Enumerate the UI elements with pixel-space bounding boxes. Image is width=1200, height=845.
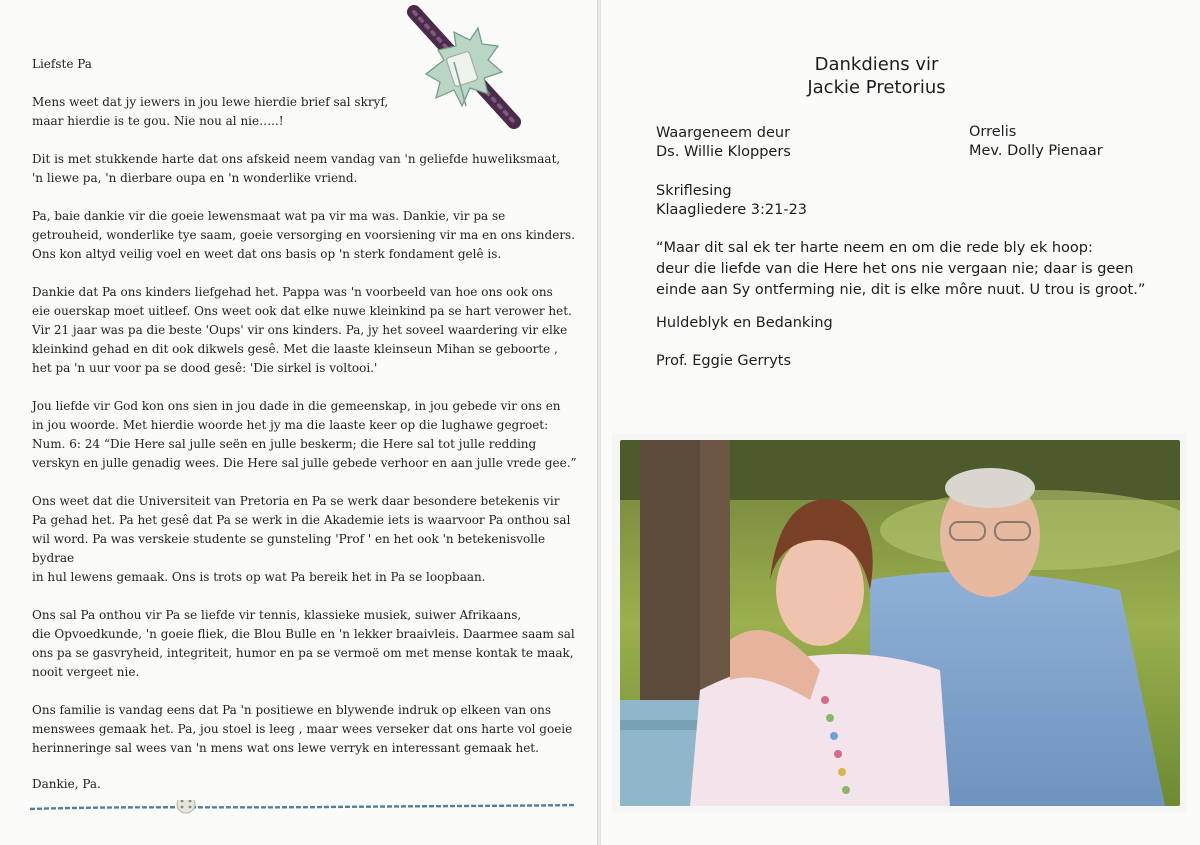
quote-line: einde aan Sy ontferming nie, dit is elke môre nuut. U trou is groot.” — [656, 282, 1146, 298]
letter-body — [32, 55, 577, 777]
letter-paragraph: Ons sal Pa onthou vir Pa se liefde vir tennis, klassieke musiek, suiwer Afrikaans, die Opvoedkunde, 'n goeie fliek, die Blou Bulle en 'n lekker braaivleis. Daarmee saam sal ons pa se gasvryheid, integriteit, humor en pa se vermoë om met mense kontak te maak, nooit vergeet nie. — [32, 608, 575, 679]
reading-label: Skriflesing — [656, 183, 732, 199]
couple-photo — [620, 440, 1180, 806]
letter-paragraph: Pa, baie dankie vir die goeie lewensmaat wat pa vir ma was. Dankie, vir pa se getrouheid, wonderlike tye saam, goeie versorging en voorsiening vir ma en ons kinders. Ons kon altyd veilig voel en weet dat ons basis op 'n sterk fondament gelê is. — [32, 209, 576, 261]
quote-line: “Maar dit sal ek ter harte neem en om die rede bly ek hoop: — [656, 240, 1093, 256]
program-title-line2: Jackie Pretorius — [807, 77, 946, 98]
tribute-label: Huldeblyk en Bedanking — [656, 315, 833, 331]
reading-reference: Klaagliedere 3:21-23 — [656, 202, 808, 218]
letter-paragraph: Dit is met stukkende harte dat ons afskeid neem vandag van 'n geliefde huweliksmaat, 'n liewe pa, 'n dierbare oupa en 'n wonderlike vriend. — [32, 152, 561, 185]
officiant-name: Ds. Willie Kloppers — [656, 144, 791, 160]
letter-closing: Dankie, Pa. — [32, 777, 101, 791]
letter-paragraph: Ons weet dat die Universiteit van Pretoria en Pa se werk daar besondere betekenis vir Pa gehad het. Pa het gesê dat Pa se werk in die Akademie iets is waarvoor Pa onthou sal wil word. Pa was verskeie studente se gunsteling 'Prof ' en het ook 'n betekenisvolle bydrae in hul lewens gemaak. Ons is trots op wat Pa bereik het in Pa se loopbaan. — [32, 494, 571, 584]
tribute-name: Prof. Eggie Gerryts — [656, 353, 792, 369]
letter-paragraph: Jou liefde vir God kon ons sien in jou dade in die gemeenskap, in jou gebede vir ons en in jou woorde. Met hierdie woorde het jy ma die laaste keer op die lughawe gegroet: Num. 6: 24 “Die Here sal julle seën en julle beskerm; die Here sal tot julle redding verskyn en julle genadig wees. Die Here sal julle gebede verhoor en aan julle vrede gee.” — [32, 399, 577, 470]
letter-page — [0, 0, 598, 845]
organ-name: Mev. Dolly Pienaar — [969, 143, 1103, 159]
program-title-line1: Dankdiens vir — [814, 54, 939, 75]
letter-greeting: Liefste Pa — [32, 57, 92, 71]
letter-paragraph: Mens weet dat jy iewers in jou lewe hierdie brief sal skryf, maar hierdie is te gou. Nie nou al nie…..! — [32, 95, 389, 128]
scripture-quote — [656, 238, 1196, 301]
quote-line: deur die liefde van die Here het ons nie vergaan nie; daar is geen — [656, 261, 1134, 277]
letter-paragraph: Dankie dat Pa ons kinders liefgehad het. Pappa was 'n voorbeeld van hoe ons ook ons eie ouerskap moet uitleef. Ons weet ook dat elke nuwe kleinkind pa se hart verower het. Vir 21 jaar was pa die beste 'Oups' vir ons kinders. Pa, jy het soveel waardering vir elke kleinkind gehad en dit ook dikwels gesê. Met die laaste kleinseun Mihan se geboorte , het pa 'n uur voor pa se dood gesê: 'Die sirkel is voltooi.' — [32, 285, 572, 375]
letter-paragraph: Ons familie is vandag eens dat Pa 'n positiewe en blywende indruk op elkeen van ons menswees gemaak het. Pa, jou stoel is leeg , maar wees verseker dat ons harte vol goeie herinneringe sal wees van 'n mens wat ons lewe verryk en interessant gemaak het. — [32, 703, 573, 755]
officiant-label: Waargeneem deur — [656, 125, 791, 141]
button-thread-ornament — [28, 800, 578, 814]
organ-label: Orrelis — [969, 124, 1017, 140]
